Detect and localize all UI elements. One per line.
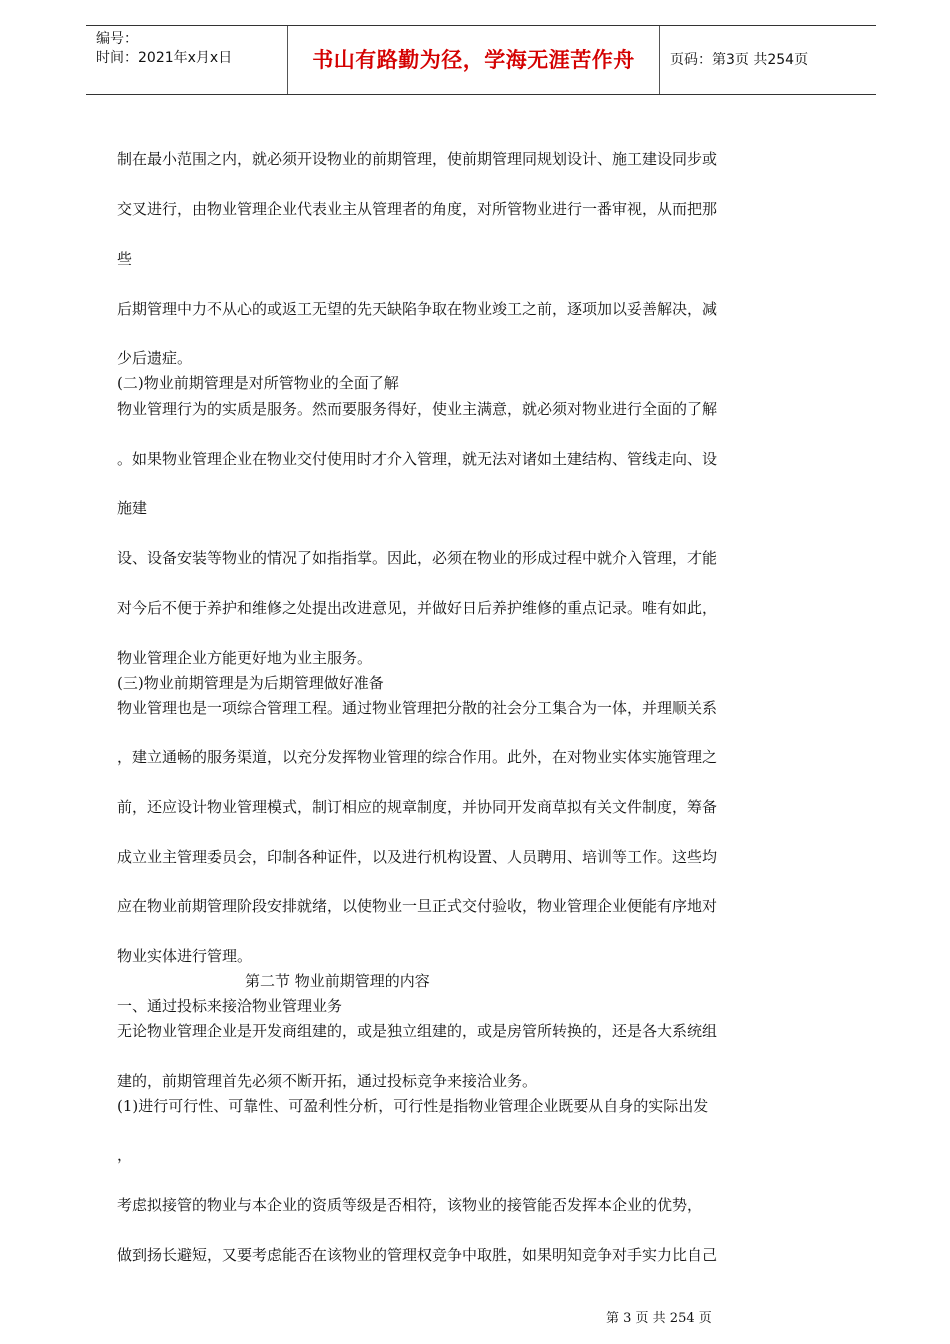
body-line: 交叉进行，由物业管理企业代表业主从管理者的角度，对所管物业进行一番审视，从而把那 <box>117 200 718 218</box>
page-header <box>86 25 876 95</box>
body-line: 对今后不便于养护和维修之处提出改进意见，并做好日后养护维修的重点记录。唯有如此， <box>117 599 718 617</box>
section-heading: 一、通过投标来接洽物业管理业务 <box>117 997 343 1015</box>
body-line: 前，还应设计物业管理模式，制订相应的规章制度，并协同开发商草拟有关文件制度，筹备 <box>117 798 718 816</box>
body-line: 设、设备安装等物业的情况了如指指掌。因此，必须在物业的形成过程中就介入管理，才能 <box>117 549 718 567</box>
body-line: 应在物业前期管理阶段安排就绪，以使物业一旦正式交付验收，物业管理企业便能有序地对 <box>117 897 718 915</box>
header-motto: 书山有路勤为径，学海无涯苦作舟 <box>312 48 635 72</box>
body-line: (1)进行可行性、可靠性、可盈利性分析，可行性是指物业管理企业既要从自身的实际出发 <box>117 1097 709 1115</box>
body-line: 物业管理也是一项综合管理工程。通过物业管理把分散的社会分工集合为一体，并理顺关系 <box>117 699 718 717</box>
body-line: 。如果物业管理企业在物业交付使用时才介入管理，就无法对诸如土建结构、管线走向、设 <box>117 450 718 468</box>
body-line: 考虑拟接管的物业与本企业的资质等级是否相符，该物业的接管能否发挥本企业的优势， <box>117 1196 703 1214</box>
page-footer: 第 3 页 共 254 页 <box>606 1311 712 1326</box>
section-heading: (二)物业前期管理是对所管物业的全面了解 <box>117 374 399 392</box>
chapter-section-title: 第二节 物业前期管理的内容 <box>245 972 430 990</box>
body-line: 做到扬长避短，又要考虑能否在该物业的管理权竞争中取胜，如果明知竞争对手实力比自己 <box>117 1246 718 1264</box>
header-meta <box>96 30 232 68</box>
body-line: 物业管理行为的实质是服务。然而要服务得好，使业主满意，就必须对物业进行全面的了解 <box>117 400 718 418</box>
section-heading: (三)物业前期管理是为后期管理做好准备 <box>117 674 384 692</box>
body-line: 成立业主管理委员会，印制各种证件，以及进行机构设置、人员聘用、培训等工作。这些均 <box>117 848 718 866</box>
document-time-label: 时间：2021年x月x日 <box>96 50 233 66</box>
document-number-label: 编号： <box>96 31 138 47</box>
body-line: 些 <box>117 250 133 268</box>
body-line: 施建 <box>117 499 148 517</box>
body-line: 无论物业管理企业是开发商组建的，或是独立组建的，或是房管所转换的，还是各大系统组 <box>117 1022 718 1040</box>
body-line: 物业管理企业方能更好地为业主服务。 <box>117 649 373 667</box>
header-divider-right <box>659 26 660 94</box>
body-line: 制在最小范围之内，就必须开设物业的前期管理，使前期管理同规划设计、施工建设同步或 <box>117 150 718 168</box>
header-page-info: 页码：第3页 共254页 <box>670 52 809 68</box>
body-line: ，建立通畅的服务渠道，以充分发挥物业管理的综合作用。此外，在对物业实体实施管理之 <box>117 748 718 766</box>
body-line: 少后遗症。 <box>117 349 193 367</box>
body-line: ， <box>117 1146 133 1164</box>
body-line: 后期管理中力不从心的或返工无望的先天缺陷争取在物业竣工之前，逐项加以妥善解决，减 <box>117 300 718 318</box>
body-line: 建的，前期管理首先必须不断开拓，通过投标竞争来接洽业务。 <box>117 1072 538 1090</box>
body-line: 物业实体进行管理。 <box>117 947 253 965</box>
